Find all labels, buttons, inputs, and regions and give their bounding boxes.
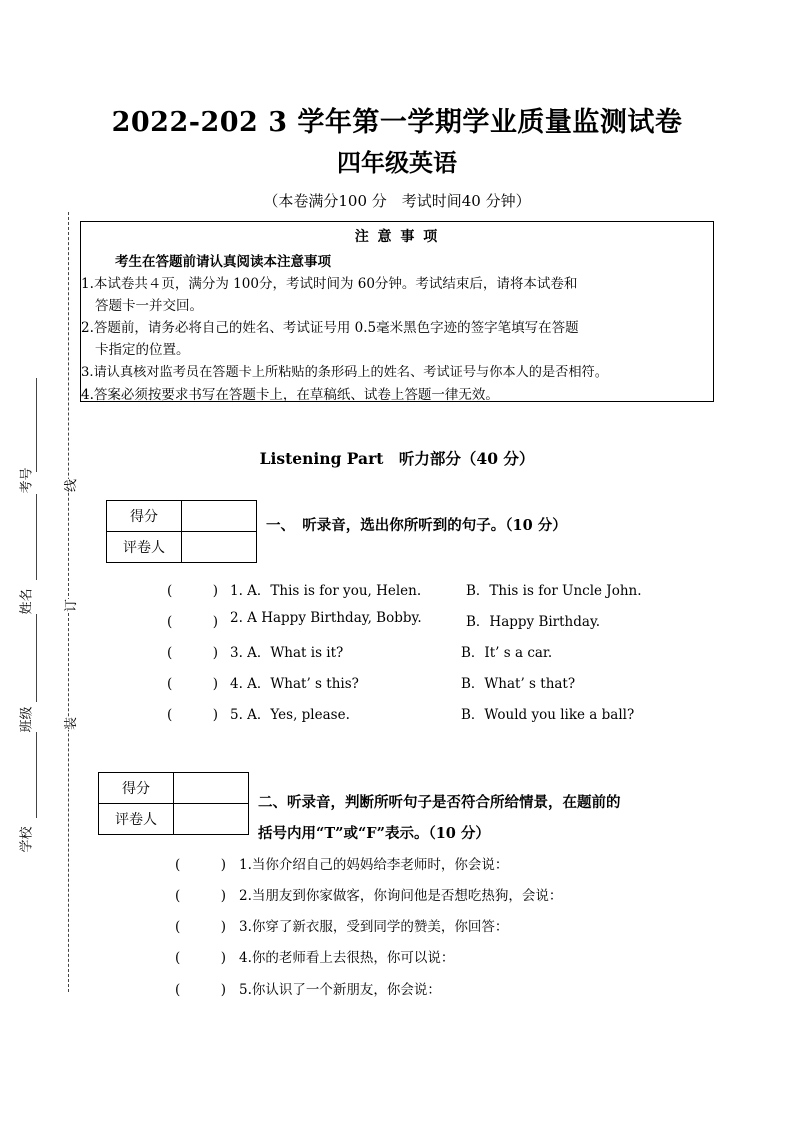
- question-5-b: B．Would you like a ball?: [461, 707, 635, 723]
- section2-heading-line2: 括号内用“T”或“F”表示。（10 分）: [258, 825, 490, 842]
- question-5-a: 5. A．Yes, please.: [230, 707, 350, 723]
- grader-label: 评卷人: [107, 532, 182, 563]
- answer-paren: ( ): [167, 645, 219, 661]
- section1-heading: 一、 听录音，选出你所听到的句子。（10 分）: [266, 517, 567, 534]
- score-table-section2: [98, 772, 249, 835]
- blank-line-name: [36, 494, 37, 580]
- section2-heading-line1: 二、听录音，判断所听句子是否符合所给情景，在题前的: [258, 794, 621, 811]
- label-school: 学校: [19, 826, 35, 853]
- question-3-a: 3. A．What is it?: [230, 645, 344, 661]
- question-5: 5.你认识了一个新朋友，你会说：: [239, 982, 441, 998]
- score-label: 得分: [99, 773, 174, 804]
- question-2-a: 2. A Happy Birthday, Bobby.: [230, 610, 422, 626]
- question-3: 3.你穿了新衣服，受到同学的赞美，你回答：: [239, 919, 509, 935]
- score-label: 得分: [107, 501, 182, 532]
- notice-heading: 注 意 事 项: [354, 229, 440, 245]
- answer-paren: ( ): [175, 919, 227, 935]
- notice-line: 4.答案必须按要求书写在答题卡上，在草稿纸、试卷上答题一律无效。: [81, 387, 499, 403]
- question-4-a: 4. A．What’ s this?: [230, 676, 359, 692]
- question-1: 1.当你介绍自己的妈妈给李老师时，你会说：: [239, 857, 509, 873]
- question-2: 2.当朋友到你家做客，你询问他是否想吃热狗，会说：: [239, 888, 563, 904]
- question-1-a: 1. A．This is for you, Helen.: [230, 583, 422, 599]
- answer-paren: ( ): [175, 950, 227, 966]
- answer-paren: ( ): [167, 676, 219, 692]
- question-2-b: B．Happy Birthday.: [466, 614, 601, 630]
- notice-line: 答题卡一并交回。: [95, 298, 203, 314]
- question-3-b: B．It’ s a car.: [461, 645, 553, 661]
- exam-info: （本卷满分100 分 考试时间40 分钟）: [263, 192, 531, 210]
- grader-blank: [174, 804, 249, 835]
- notice-line: 卡指定的位置。: [95, 342, 190, 358]
- blank-line-class: [36, 614, 37, 702]
- cut-label-line: 线: [60, 479, 79, 492]
- score-blank: [174, 773, 249, 804]
- answer-paren: ( ): [175, 857, 227, 873]
- answer-paren: ( ): [167, 583, 219, 599]
- exam-subtitle: 四年级英语: [337, 148, 457, 177]
- grader-label: 评卷人: [99, 804, 174, 835]
- label-name: 姓名: [19, 588, 35, 615]
- answer-paren: ( ): [175, 888, 227, 904]
- score-blank: [182, 501, 257, 532]
- notice-box: [80, 221, 714, 402]
- question-1-b: B．This is for Uncle John.: [466, 583, 642, 599]
- cut-label-bind: 订: [60, 599, 79, 612]
- notice-subheading: 考生在答题前请认真阅读本注意事项: [115, 254, 331, 270]
- question-4: 4.你的老师看上去很热，你可以说：: [239, 950, 455, 966]
- label-exam-number: 考号: [19, 467, 35, 494]
- exam-title: 2022-202 3 学年第一学期学业质量监测试卷: [111, 107, 683, 138]
- notice-line: 1.本试卷共４页，满分为 100分，考试时间为 60分钟。考试结束后，请将本试卷和: [81, 276, 578, 292]
- listening-heading: Listening Part 听力部分（40 分）: [259, 449, 535, 468]
- cut-label-pack: 装: [60, 717, 79, 730]
- grader-blank: [182, 532, 257, 563]
- answer-paren: ( ): [175, 982, 227, 998]
- notice-line: 3.请认真核对监考员在答题卡上所粘贴的条形码上的姓名、考试证号与你本人的是否相符。: [81, 365, 608, 380]
- score-table-section1: [106, 500, 257, 563]
- answer-paren: ( ): [167, 707, 219, 723]
- question-4-b: B．What’ s that?: [461, 676, 576, 692]
- answer-paren: ( ): [167, 614, 219, 630]
- blank-line-school: [36, 732, 37, 818]
- notice-line: 2.答题前，请务必将自己的姓名、考试证号用 0.5毫米黑色字迹的签字笔填写在答题: [81, 320, 579, 336]
- label-class: 班级: [19, 706, 35, 733]
